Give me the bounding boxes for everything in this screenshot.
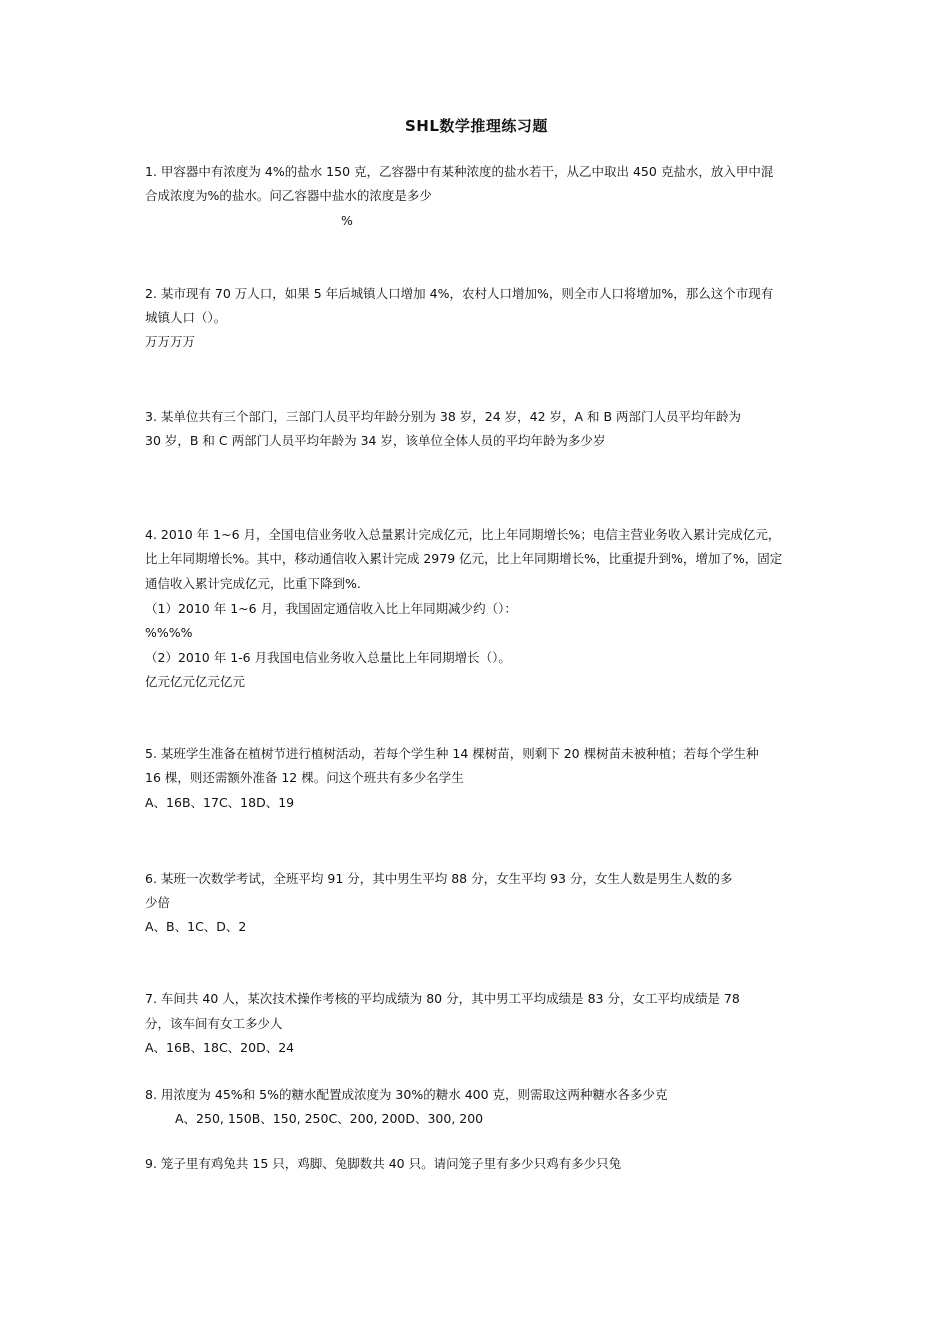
question-3-line-2: 30 岁，B 和 C 两部门人员平均年龄为 34 岁，该单位全体人员的平均年龄为多少岁 <box>145 433 606 448</box>
question-1-line-1: 1. 甲容器中有浓度为 4%的盐水 150 克，乙容器中有某种浓度的盐水若干，从乙中取出 450 克盐水，放入甲中混 <box>145 164 774 179</box>
question-4-sub-1-options: %%%% <box>145 625 193 640</box>
question-8-line-1: 8. 用浓度为 45%和 5%的糖水配置成浓度为 30%的糖水 400 克，则需取这两种糖水各多少克 <box>145 1087 668 1102</box>
question-3-line-1: 3. 某单位共有三个部门，三部门人员平均年龄分别为 38 岁，24 岁，42 岁，A 和 B 两部门人员平均年龄为 <box>145 409 742 424</box>
question-9-line-1: 9. 笼子里有鸡兔共 15 只，鸡脚、兔脚数共 40 只。请问笼子里有多少只鸡有多少只兔 <box>145 1156 622 1171</box>
question-2-line-1: 2. 某市现有 70 万人口，如果 5 年后城镇人口增加 4%，农村人口增加%，则全市人口将增加%，那么这个市现有 <box>145 286 774 301</box>
question-5-options: A、16B、17C、18D、19 <box>145 795 295 810</box>
question-7-line-2: 分，该车间有女工多少人 <box>145 1016 283 1031</box>
question-4-line-2: 比上年同期增长%。其中，移动通信收入累计完成 2979 亿元，比上年同期增长%，比重提升到%，增加了%，固定 <box>145 551 783 566</box>
question-4-line-1: 4. 2010 年 1~6 月，全国电信业务收入总量累计完成亿元，比上年同期增长%；电信主营业务收入累计完成亿元， <box>145 527 781 542</box>
question-5-line-2: 16 棵，则还需额外准备 12 棵。问这个班共有多少名学生 <box>145 770 464 785</box>
question-7-options: A、16B、18C、20D、24 <box>145 1040 295 1055</box>
question-4-sub-2: （2）2010 年 1-6 月我国电信业务收入总量比上年同期增长（）。 <box>145 650 511 665</box>
question-6-line-1: 6. 某班一次数学考试，全班平均 91 分，其中男生平均 88 分，女生平均 93 分，女生人数是男生人数的多 <box>145 871 733 886</box>
question-2-options: 万万万万 <box>145 334 196 349</box>
question-4-sub-2-options: 亿元亿元亿元亿元 <box>145 674 246 689</box>
question-6-options: A、B、1C、D、2 <box>145 919 247 934</box>
question-1-line-2: 合成浓度为%的盐水。问乙容器中盐水的浓度是多少 <box>145 188 432 203</box>
question-8-options: A、250, 150B、150, 250C、200, 200D、300, 200 <box>175 1111 484 1126</box>
question-2-line-2: 城镇人口（）。 <box>145 310 227 325</box>
question-4-sub-1: （1）2010 年 1~6 月，我国固定通信收入比上年同期减少约（）： <box>145 601 517 616</box>
question-5-line-1: 5. 某班学生准备在植树节进行植树活动，若每个学生种 14 棵树苗，则剩下 20 棵树苗未被种植；若每个学生种 <box>145 746 759 761</box>
question-1-options: % <box>341 213 353 228</box>
question-6-line-2: 少倍 <box>145 895 171 910</box>
question-4-line-3: 通信收入累计完成亿元，比重下降到%. <box>145 576 361 591</box>
question-7-line-1: 7. 车间共 40 人，某次技术操作考核的平均成绩为 80 分，其中男工平均成绩是 83 分，女工平均成绩是 78 <box>145 991 740 1006</box>
page-title: SHL数学推理练习题 <box>405 117 548 135</box>
